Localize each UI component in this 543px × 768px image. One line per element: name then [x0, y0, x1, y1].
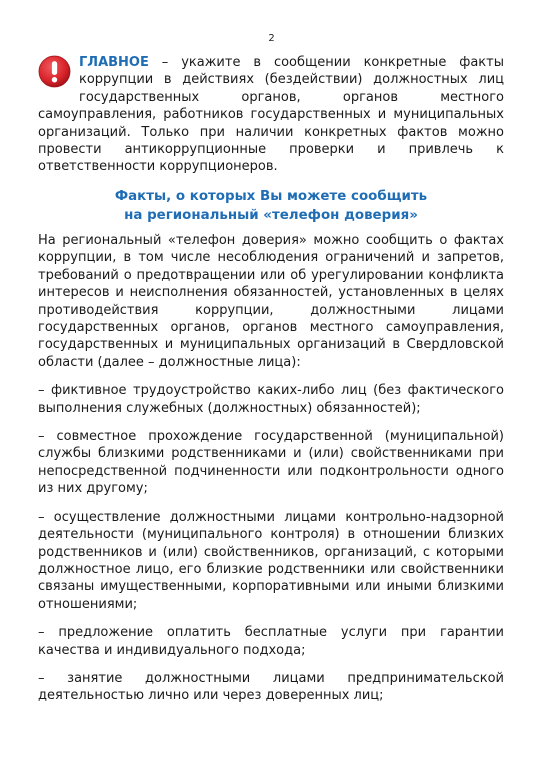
- exclamation-alert-icon: [38, 55, 71, 88]
- important-keyword: ГЛАВНОЕ: [79, 55, 149, 70]
- list-item: – фиктивное трудоустройство каких-либо лиц (без фактического выполнения служебных (должностных) обязанностей);: [38, 383, 504, 416]
- important-paragraph: [38, 54, 504, 176]
- document-body: [38, 232, 504, 705]
- section-title: [38, 187, 504, 225]
- list-item: – занятие должностными лицами предпринимательской деятельностью лично или через доверенных лиц;: [38, 670, 504, 704]
- section-title-line-1: Факты, о которых Вы можете сообщить: [114, 189, 428, 204]
- list-item: – осуществление должностными лицами контрольно-надзорной деятельности (муниципального контроля) в отношении близких родственников и (или) свойственников, организаций, с которыми должностное лицо, его близкие родственники или свойственники связаны имущественными, корпоративными или иными близкими отношениями;: [38, 509, 504, 612]
- page-number: 2: [268, 33, 275, 44]
- list-item: – предложение оплатить бесплатные услуги при гарантии качества и индивидуального подхода;: [38, 625, 504, 658]
- intro-paragraph: На региональный «телефон доверия» можно сообщить о фактах коррупции, в том числе несоблюдения ограничений и запретов, требований о предотвращении или об урегулировании конфликта интересов и неисполнения обязанностей, установленных в целях противодействия коррупции, должностными лицами государственных органов, органов местного самоуправления, государственных и муниципальных организаций в Свердловской области (далее – должностные лица):: [38, 233, 504, 370]
- important-notice: [38, 54, 504, 176]
- list-item: – совместное прохождение государственной (муниципальной) службы близкими родственниками и (или) свойственниками при непосредственной подчиненности или подконтрольности одного из них другому;: [38, 429, 504, 497]
- section-title-line-2: на региональный «телефон доверия»: [124, 208, 418, 223]
- important-text: – укажите в сообщении конкретные факты коррупции в действиях (бездействии) должностных лиц государственных органов, органов местного самоуправления, работников государственных и муниципальных организаций. Только при наличии конкретных фактов можно провести антикоррупционные проверки и привлечь к ответственности коррупционеров.: [38, 55, 504, 175]
